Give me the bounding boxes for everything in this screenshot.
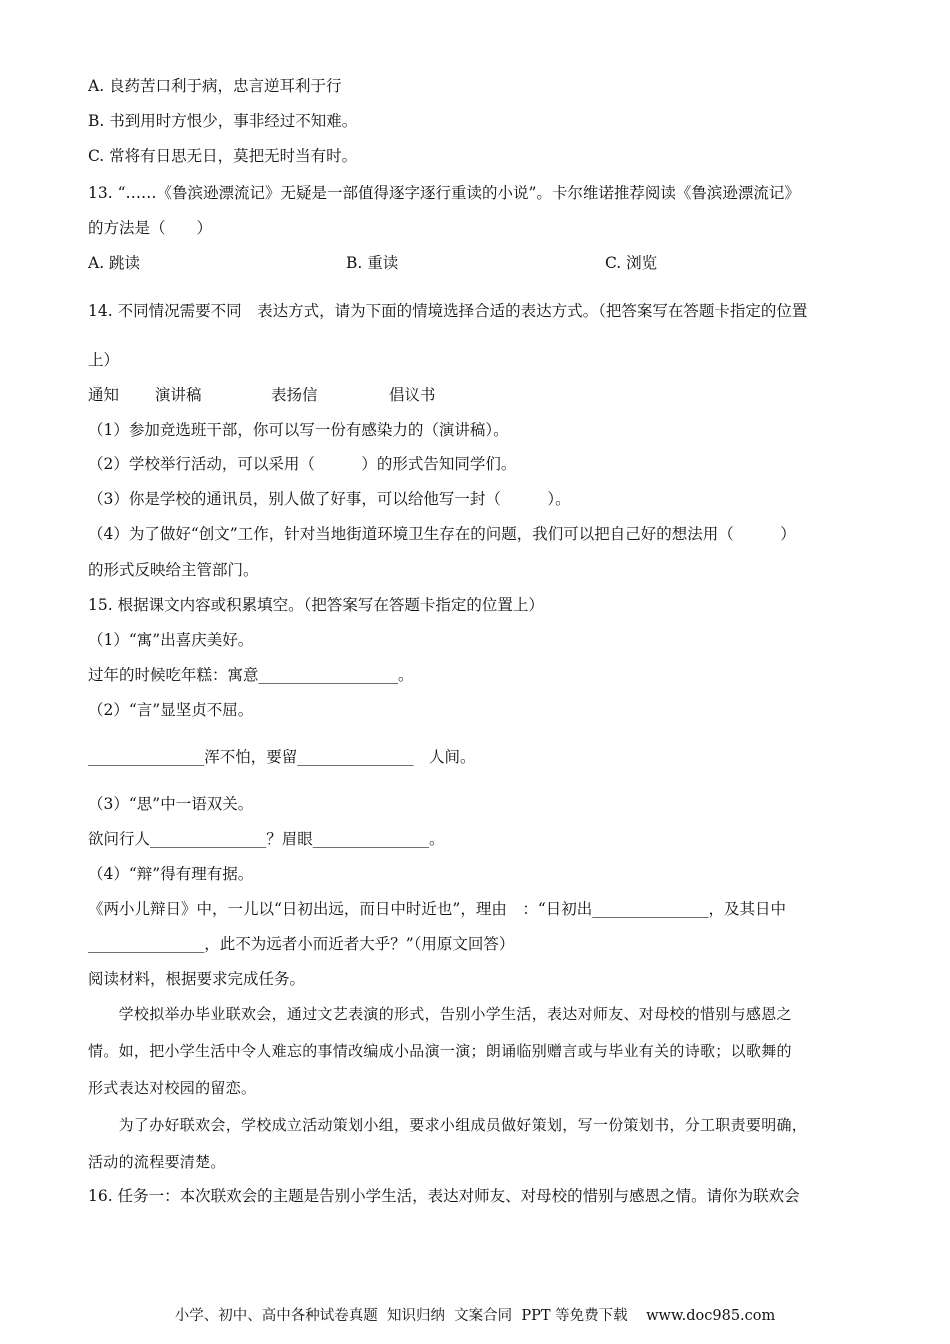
q14-line1: 14. 不同情况需要不同 表达方式，请为下面的情境选择合适的表达方式。（把答案写在答题卡指定的位置 [88,302,808,320]
q12-option-c: C. 常将有日思无日，莫把无时当有时。 [88,147,358,165]
q14-choice-notice: 通知 [88,386,120,404]
q15-p2: （2）“言”显坚贞不屈。 [88,701,254,719]
reading-para2-line2: 活动的流程要清楚。 [88,1153,226,1171]
q14-choice-commendation: 表扬信 [271,386,318,404]
q13-option-b: B. 重读 [346,254,399,272]
page-footer: 小学、初中、高中各种试卷真题 知识归纳 文案合同 PPT 等免费下载 www.doc985.com [174,1308,776,1324]
q15-p1-fill: 过年的时候吃年糕：寓意__________________。 [88,666,414,684]
reading-intro: 阅读材料，根据要求完成任务。 [88,970,306,988]
q15-p2-fill: _______________浑不怕，要留_______________ 人间。 [88,748,476,766]
q15-title: 15. 根据课文内容或积累填空。（把答案写在答题卡指定的位置上） [88,596,544,614]
q13-line1: 13. “……《鲁滨逊漂流记》无疑是一部值得逐字逐行重读的小说”。卡尔维诺推荐阅读《鲁滨逊漂流记》 [88,184,800,202]
reading-para2-line1: 为了办好联欢会，学校成立活动策划小组，要求小组成员做好策划，写一份策划书，分工职责要明确， [88,1116,808,1134]
reading-para1-line2: 情。如，把小学生活中令人难忘的事情改编成小品演一演；朗诵临别赠言或与毕业有关的诗歌；以歌舞的 [88,1042,792,1060]
q14-item2: （2）学校举行活动，可以采用（ ）的形式告知同学们。 [88,455,517,473]
reading-para1-line3: 形式表达对校园的留恋。 [88,1079,257,1097]
q16-line1: 16. 任务一：本次联欢会的主题是告别小学生活，表达对师友、对母校的惜别与感恩之情。请你为联欢会 [88,1187,800,1205]
q13-option-c: C. 浏览 [605,254,658,272]
q14-choice-speech: 演讲稿 [155,386,202,404]
q12-option-a: A. 良药苦口利于病，忠言逆耳利于行 [88,77,342,95]
q15-p3: （3）“思”中一语双关。 [88,795,254,813]
q14-item1: （1）参加竞选班干部，你可以写一份有感染力的（演讲稿）。 [88,421,509,439]
q14-item4-line1: （4）为了做好“创文”工作，针对当地街道环境卫生存在的问题，我们可以把自己好的想法用（ ） [88,525,796,543]
q15-p4-line1: 《两小儿辩日》中，一儿以“日初出远，而日中时近也”，理由 ：“日初出_______________，及其日中 [88,900,787,918]
reading-para1-line1: 学校拟举办毕业联欢会，通过文艺表演的形式，告别小学生活，表达对师友、对母校的惜别与感恩之 [88,1005,792,1023]
q14-item4-line2: 的形式反映给主管部门。 [88,561,259,579]
q15-p4: （4）“辩”得有理有据。 [88,865,254,883]
q14-choice-proposal: 倡议书 [389,386,436,404]
q14-line2: 上） [88,351,120,369]
q13-option-a: A. 跳读 [88,254,141,272]
q14-item3: （3）你是学校的通讯员，别人做了好事，可以给他写一封（ ）。 [88,490,571,508]
q13-line2: 的方法是（ ） [88,219,213,237]
q15-p1: （1）“寓”出喜庆美好。 [88,631,254,649]
q12-option-b: B. 书到用时方恨少，事非经过不知难。 [88,112,358,130]
q15-p4-line2: _______________，此不为远者小而近者大乎？”（用原文回答） [88,935,515,953]
q15-p3-fill: 欲问行人_______________？眉眼_______________。 [88,830,445,848]
